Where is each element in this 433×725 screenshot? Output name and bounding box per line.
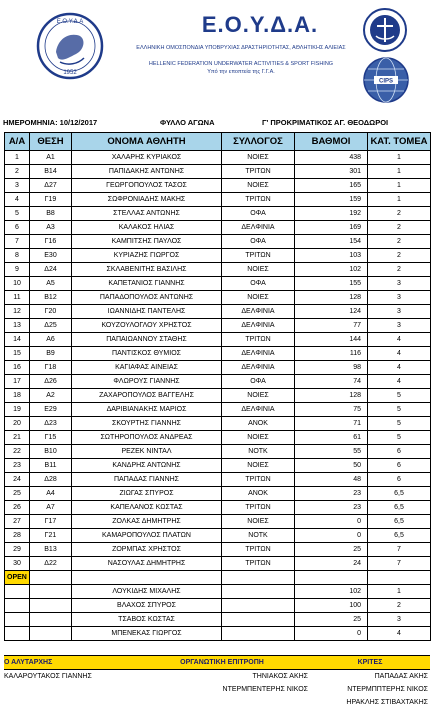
row-sector-rank: 6 — [368, 473, 431, 487]
empty-cell — [30, 613, 72, 627]
open-table-row — [5, 585, 431, 599]
empty-cell — [222, 585, 295, 599]
row-sector-rank: 5 — [368, 403, 431, 417]
row-points: 124 — [295, 305, 368, 319]
table-row — [5, 305, 431, 319]
row-number: 5 — [5, 207, 30, 221]
row-points: 77 — [295, 319, 368, 333]
row-number: 27 — [5, 515, 30, 529]
row-club: ΔΕΛΦΙΝΙΑ — [222, 347, 295, 361]
row-club: ΝΟΙΕΣ — [222, 389, 295, 403]
open-table-row — [5, 613, 431, 627]
row-position: Β13 — [30, 543, 72, 557]
row-club: ΤΡΙΤΩΝ — [222, 543, 295, 557]
row-position: Δ23 — [30, 417, 72, 431]
table-row — [5, 459, 431, 473]
row-number: 10 — [5, 277, 30, 291]
table-row — [5, 473, 431, 487]
row-position: Δ25 — [30, 319, 72, 333]
officials-row — [4, 670, 430, 684]
row-sector-rank: 7 — [368, 543, 431, 557]
row-club: ΝΟΤΚ — [222, 529, 295, 543]
row-sector-rank: 2 — [368, 599, 431, 613]
empty-cell — [222, 627, 295, 641]
row-athlete-name: ΤΣΑΒΟΣ ΚΩΣΤΑΣ — [72, 613, 222, 627]
empty-cell — [30, 599, 72, 613]
row-sector-rank: 6,5 — [368, 487, 431, 501]
row-athlete-name: ΖΙΩΓΑΣ ΣΠΥΡΟΣ — [72, 487, 222, 501]
row-number: 7 — [5, 235, 30, 249]
table-row — [5, 501, 431, 515]
results-header-row — [5, 133, 431, 151]
row-club: ΟΦΑ — [222, 235, 295, 249]
row-club: ΟΦΑ — [222, 375, 295, 389]
row-sector-rank: 4 — [368, 627, 431, 641]
row-number: 11 — [5, 291, 30, 305]
row-sector-rank: 1 — [368, 151, 431, 165]
table-row — [5, 263, 431, 277]
row-number: 25 — [5, 487, 30, 501]
row-athlete-name: ΡΕΖΕΚ ΝΙΝΤΑΛ — [72, 445, 222, 459]
row-club: ΝΟΙΕΣ — [222, 291, 295, 305]
empty-cell — [30, 627, 72, 641]
empty-cell — [5, 585, 30, 599]
row-points: 0 — [295, 627, 368, 641]
row-athlete-name: ΖΑΧΑΡΟΠΟΥΛΟΣ ΒΑΓΓΕΛΗΣ — [72, 389, 222, 403]
row-points: 25 — [295, 543, 368, 557]
row-points: 55 — [295, 445, 368, 459]
row-points: 61 — [295, 431, 368, 445]
row-position: Γ16 — [30, 235, 72, 249]
row-position: Α5 — [30, 277, 72, 291]
row-sector-rank: 6,5 — [368, 515, 431, 529]
row-number: 8 — [5, 249, 30, 263]
row-position: Γ19 — [30, 193, 72, 207]
chief-referee-title: Ο ΑΛΥΤΑΡΧΗΣ — [4, 656, 134, 670]
row-club: ΝΟΙΕΣ — [222, 179, 295, 193]
row-athlete-name: ΒΛΑΧΟΣ ΣΠΥΡΟΣ — [72, 599, 222, 613]
table-row — [5, 235, 431, 249]
row-club: ΔΕΛΦΙΝΙΑ — [222, 361, 295, 375]
competition-date: ΗΜΕΡΟΜΗΝΙΑ: 10/12/2017 — [3, 118, 98, 127]
row-position: Δ26 — [30, 375, 72, 389]
row-position: Β14 — [30, 165, 72, 179]
row-number: 26 — [5, 501, 30, 515]
row-club: ΑΝΟΚ — [222, 487, 295, 501]
empty-cell — [222, 613, 295, 627]
row-athlete-name: ΓΕΩΡΓΟΠΟΥΛΟΣ ΤΑΣΟΣ — [72, 179, 222, 193]
table-row — [5, 277, 431, 291]
row-club: ΤΡΙΤΩΝ — [222, 473, 295, 487]
row-athlete-name: ΖΟΡΜΠΑΣ ΧΡΗΣΤΟΣ — [72, 543, 222, 557]
row-points: 23 — [295, 487, 368, 501]
row-athlete-name: ΧΑΛΑΡΗΣ ΚΥΡΙΑΚΟΣ — [72, 151, 222, 165]
row-athlete-name: ΠΑΝΤΙΣΚΟΣ ΘΥΜΙΟΣ — [72, 347, 222, 361]
document-header — [0, 0, 433, 92]
table-row — [5, 361, 431, 375]
column-header-sector-rank: ΚΑΤ. ΤΟΜΕΑ — [368, 133, 431, 151]
row-sector-rank: 5 — [368, 389, 431, 403]
row-number: 29 — [5, 543, 30, 557]
row-athlete-name: ΙΩΑΝΝΙΔΗΣ ΠΑΝΤΕΛΗΣ — [72, 305, 222, 319]
row-points: 0 — [295, 515, 368, 529]
table-row — [5, 333, 431, 347]
officials-row — [4, 696, 430, 709]
table-row — [5, 249, 431, 263]
row-athlete-name: ΚΑΠΕΤΑΝΙΟΣ ΓΙΑΝΝΗΣ — [72, 277, 222, 291]
row-athlete-name: ΠΑΠΑΙΩΑΝΝΟΥ ΣΤΑΘΗΣ — [72, 333, 222, 347]
column-header-aa: Α/Α — [5, 133, 30, 151]
row-points: 154 — [295, 235, 368, 249]
row-club: ΤΡΙΤΩΝ — [222, 249, 295, 263]
row-number: 24 — [5, 473, 30, 487]
federation-subtitle-greek: ΕΛΛΗΝΙΚΗ ΟΜΟΣΠΟΝΔΙΑ ΥΠΟΒΡΥΧΙΑΣ ΔΡΑΣΤΗΡΙΟΤΗΤΑΣ, ΑΘΛΗΤΙΚΗΣ ΑΛΙΕΙΑΣ — [136, 45, 346, 51]
row-athlete-name: ΣΚΟΥΡΤΗΣ ΓΙΑΝΝΗΣ — [72, 417, 222, 431]
row-athlete-name: ΚΑΝΔΡΗΣ ΑΝΤΩΝΗΣ — [72, 459, 222, 473]
row-position: Α2 — [30, 389, 72, 403]
empty-cell — [5, 627, 30, 641]
row-sector-rank: 2 — [368, 235, 431, 249]
table-row — [5, 179, 431, 193]
row-athlete-name: ΣΚΛΑΒΕΝΙΤΗΣ ΒΑΣΙΛΗΣ — [72, 263, 222, 277]
official-name — [134, 696, 310, 709]
row-position: Β11 — [30, 459, 72, 473]
row-points: 144 — [295, 333, 368, 347]
row-position: Γ20 — [30, 305, 72, 319]
row-club: ΤΡΙΤΩΝ — [222, 193, 295, 207]
open-table-row — [5, 627, 431, 641]
row-athlete-name: ΚΥΡΙΑΖΗΣ ΓΙΩΡΓΟΣ — [72, 249, 222, 263]
empty-cell — [222, 571, 295, 585]
row-points: 102 — [295, 585, 368, 599]
row-club: ΝΟΙΕΣ — [222, 515, 295, 529]
row-number: 17 — [5, 375, 30, 389]
row-points: 116 — [295, 347, 368, 361]
row-sector-rank: 4 — [368, 361, 431, 375]
table-row — [5, 403, 431, 417]
row-points: 48 — [295, 473, 368, 487]
row-number: 4 — [5, 193, 30, 207]
row-sector-rank: 4 — [368, 347, 431, 361]
row-club: ΝΟΙΕΣ — [222, 459, 295, 473]
competition-info-row — [0, 117, 433, 129]
table-row — [5, 375, 431, 389]
row-club: ΟΦΑ — [222, 207, 295, 221]
column-header-club: ΣΥΛΛΟΓΟΣ — [222, 133, 295, 151]
row-points: 155 — [295, 277, 368, 291]
row-points: 23 — [295, 501, 368, 515]
row-club: ΑΝΟΚ — [222, 417, 295, 431]
row-club: ΤΡΙΤΩΝ — [222, 333, 295, 347]
row-points: 128 — [295, 389, 368, 403]
row-sector-rank: 6 — [368, 445, 431, 459]
row-number: 16 — [5, 361, 30, 375]
table-row — [5, 445, 431, 459]
svg-text:Ε.Ο.Υ.Δ.Α: Ε.Ο.Υ.Δ.Α — [56, 19, 84, 25]
table-row — [5, 347, 431, 361]
row-athlete-name: ΠΑΠΑΔΑΣ ΓΙΑΝΝΗΣ — [72, 473, 222, 487]
table-row — [5, 165, 431, 179]
row-position: Δ22 — [30, 557, 72, 571]
official-name: ΚΑΛΑΡΟΥΤΑΚΟΣ ΓΙΑΝΝΗΣ — [4, 673, 92, 680]
organizing-committee-title: ΟΡΓΑΝΩΤΙΚΗ ΕΠΙΤΡΟΠΗ — [134, 656, 310, 670]
judges-title: ΚΡΙΤΕΣ — [310, 656, 430, 670]
row-points: 74 — [295, 375, 368, 389]
row-position: Γ17 — [30, 515, 72, 529]
open-section-label: OPEN — [5, 571, 30, 585]
row-points: 100 — [295, 599, 368, 613]
row-position: Ε29 — [30, 403, 72, 417]
row-position: Γ18 — [30, 361, 72, 375]
empty-cell — [368, 571, 431, 585]
row-points: 25 — [295, 613, 368, 627]
open-table-row — [5, 599, 431, 613]
row-points: 159 — [295, 193, 368, 207]
row-number: 21 — [5, 431, 30, 445]
column-header-athlete: ΟΝΟΜΑ ΑΘΛΗΤΗ — [72, 133, 222, 151]
row-position: Α7 — [30, 501, 72, 515]
federation-supervision-note: Υπό την εποπτεία της Γ.Γ.Α. — [207, 69, 275, 75]
row-club: ΝΟΙΕΣ — [222, 151, 295, 165]
row-points: 438 — [295, 151, 368, 165]
row-sector-rank: 3 — [368, 277, 431, 291]
row-club: ΔΕΛΦΙΝΙΑ — [222, 221, 295, 235]
row-number: 19 — [5, 403, 30, 417]
row-position: Δ28 — [30, 473, 72, 487]
row-club: ΝΟΙΕΣ — [222, 263, 295, 277]
table-row — [5, 207, 431, 221]
row-points: 50 — [295, 459, 368, 473]
row-number: 6 — [5, 221, 30, 235]
row-athlete-name: ΦΛΩΡΟΥΣ ΓΙΑΝΝΗΣ — [72, 375, 222, 389]
row-points: 301 — [295, 165, 368, 179]
table-row — [5, 529, 431, 543]
row-points: 0 — [295, 529, 368, 543]
row-sector-rank: 1 — [368, 165, 431, 179]
table-row — [5, 487, 431, 501]
official-name: ΗΡΑΚΛΗΣ ΣΤΙΒΑΧΤΑΚΗΣ — [346, 699, 428, 706]
empty-cell — [5, 613, 30, 627]
row-athlete-name: ΣΩΤΗΡΟΠΟΥΛΟΣ ΑΝΔΡΕΑΣ — [72, 431, 222, 445]
row-sector-rank: 6,5 — [368, 529, 431, 543]
row-points: 192 — [295, 207, 368, 221]
table-row — [5, 431, 431, 445]
row-number: 22 — [5, 445, 30, 459]
column-header-points: ΒΑΘΜΟΙ — [295, 133, 368, 151]
table-row — [5, 319, 431, 333]
row-club: ΝΟΤΚ — [222, 445, 295, 459]
row-sector-rank: 6,5 — [368, 501, 431, 515]
results-table — [4, 132, 431, 641]
row-position: Α1 — [30, 151, 72, 165]
row-athlete-name: ΝΑΣΟΥΛΑΣ ΔΗΜΗΤΡΗΣ — [72, 557, 222, 571]
row-club: ΤΡΙΤΩΝ — [222, 165, 295, 179]
federation-subtitle-english: HELLENIC FEDERATION UNDERWATER ACTIVITIES & SPORT FISHING — [148, 61, 334, 67]
row-athlete-name: ΚΑΠΕΛΑΝΟΣ ΚΩΣΤΑΣ — [72, 501, 222, 515]
row-club: ΝΟΙΕΣ — [222, 431, 295, 445]
sheet-title: ΦΥΛΛΟ ΑΓΩΝΑ — [160, 118, 215, 127]
row-number: 23 — [5, 459, 30, 473]
row-points: 71 — [295, 417, 368, 431]
diver-emblem-icon — [362, 6, 408, 54]
row-sector-rank: 6 — [368, 459, 431, 473]
row-number: 28 — [5, 529, 30, 543]
row-position: Γ15 — [30, 431, 72, 445]
empty-cell — [222, 599, 295, 613]
official-name: ΠΑΠΑΔΑΣ ΑΚΗΣ — [374, 673, 428, 680]
row-position: Β8 — [30, 207, 72, 221]
svg-text:1952: 1952 — [63, 70, 77, 76]
row-number: 9 — [5, 263, 30, 277]
row-sector-rank: 3 — [368, 613, 431, 627]
row-sector-rank: 5 — [368, 417, 431, 431]
row-club: ΤΡΙΤΩΝ — [222, 557, 295, 571]
row-position: Β10 — [30, 445, 72, 459]
row-athlete-name: ΚΟΥΖΟΥΛΟΓΛΟΥ ΧΡΗΣΤΟΣ — [72, 319, 222, 333]
row-athlete-name: ΣΤΕΛΛΑΣ ΑΝΤΩΝΗΣ — [72, 207, 222, 221]
row-number: 1 — [5, 151, 30, 165]
table-row — [5, 291, 431, 305]
row-club: ΟΦΑ — [222, 277, 295, 291]
row-points: 98 — [295, 361, 368, 375]
row-sector-rank: 2 — [368, 249, 431, 263]
row-sector-rank: 1 — [368, 193, 431, 207]
row-position: Δ27 — [30, 179, 72, 193]
row-athlete-name: ΚΑΛΑΚΟΣ ΗΛΙΑΣ — [72, 221, 222, 235]
officials-header-row — [4, 656, 430, 670]
column-header-position: ΘΕΣΗ — [30, 133, 72, 151]
row-sector-rank: 2 — [368, 263, 431, 277]
row-position: Δ24 — [30, 263, 72, 277]
row-position: Ε30 — [30, 249, 72, 263]
empty-cell — [5, 599, 30, 613]
federation-logo-icon — [36, 6, 104, 86]
table-row — [5, 515, 431, 529]
row-athlete-name: ΣΩΦΡΟΝΙΑΔΗΣ ΜΑΚΗΣ — [72, 193, 222, 207]
row-sector-rank: 3 — [368, 305, 431, 319]
row-sector-rank: 7 — [368, 557, 431, 571]
empty-cell — [30, 585, 72, 599]
row-sector-rank: 2 — [368, 221, 431, 235]
official-name — [4, 696, 134, 709]
empty-cell — [72, 571, 222, 585]
svg-text:CIPS: CIPS — [378, 78, 394, 85]
table-row — [5, 417, 431, 431]
row-athlete-name: ΚΑΜΑΡΟΠΟΥΛΟΣ ΠΛΑΤΩΝ — [72, 529, 222, 543]
row-athlete-name: ΚΑΓΙΑΦΑΣ ΑΙΝΕΙΑΣ — [72, 361, 222, 375]
row-position: Α4 — [30, 487, 72, 501]
row-points: 165 — [295, 179, 368, 193]
row-number: 18 — [5, 389, 30, 403]
row-number: 14 — [5, 333, 30, 347]
row-points: 75 — [295, 403, 368, 417]
row-athlete-name: ΠΑΠΑΔΟΠΟΥΛΟΣ ΑΝΤΩΝΗΣ — [72, 291, 222, 305]
row-sector-rank: 3 — [368, 291, 431, 305]
row-number: 30 — [5, 557, 30, 571]
row-club: ΔΕΛΦΙΝΙΑ — [222, 305, 295, 319]
row-sector-rank: 3 — [368, 319, 431, 333]
row-points: 24 — [295, 557, 368, 571]
officials-table — [4, 655, 430, 709]
table-row — [5, 193, 431, 207]
official-name: ΤΗΝΙΑΚΟΣ ΑΚΗΣ — [252, 673, 308, 680]
row-athlete-name: ΠΑΠΙΔΑΚΗΣ ΑΝΤΩΝΗΣ — [72, 165, 222, 179]
row-number: 3 — [5, 179, 30, 193]
open-section-row — [5, 571, 431, 585]
row-sector-rank: 1 — [368, 179, 431, 193]
row-position: Α3 — [30, 221, 72, 235]
row-position: Γ21 — [30, 529, 72, 543]
row-position: Β9 — [30, 347, 72, 361]
row-athlete-name: ΜΠΕΝΕΚΑΣ ΓΙΩΡΓΟΣ — [72, 627, 222, 641]
table-row — [5, 151, 431, 165]
table-row — [5, 389, 431, 403]
row-position: Α6 — [30, 333, 72, 347]
empty-cell — [295, 571, 368, 585]
row-athlete-name: ΚΑΜΠΙΤΣΗΣ ΠΑΥΛΟΣ — [72, 235, 222, 249]
row-sector-rank: 4 — [368, 333, 431, 347]
row-points: 102 — [295, 263, 368, 277]
row-sector-rank: 5 — [368, 431, 431, 445]
row-points: 169 — [295, 221, 368, 235]
row-athlete-name: ΔΑΡΙΒΙΑΝΑΚΗΣ ΜΑΡΙΟΣ — [72, 403, 222, 417]
empty-cell — [30, 571, 72, 585]
row-number: 20 — [5, 417, 30, 431]
row-points: 103 — [295, 249, 368, 263]
row-sector-rank: 1 — [368, 585, 431, 599]
row-sector-rank: 2 — [368, 207, 431, 221]
row-sector-rank: 4 — [368, 375, 431, 389]
federation-title: Ε.Ο.Υ.Δ.Α. — [201, 12, 319, 37]
table-row — [5, 543, 431, 557]
row-club: ΤΡΙΤΩΝ — [222, 501, 295, 515]
row-club: ΔΕΛΦΙΝΙΑ — [222, 319, 295, 333]
row-club: ΔΕΛΦΙΝΙΑ — [222, 403, 295, 417]
row-number: 15 — [5, 347, 30, 361]
official-name: ΝΤΕΡΜΠΕΝΤΕΡΗΣ ΝΙΚΟΣ — [222, 686, 308, 693]
event-name: Γ' ΠΡΟΚΡΙΜΑΤΙΚΟΣ ΑΓ. ΘΕΟΔΩΡΟΙ — [262, 118, 389, 127]
row-number: 12 — [5, 305, 30, 319]
official-name — [4, 683, 134, 696]
row-points: 128 — [295, 291, 368, 305]
official-name: ΝΤΕΡΜΠΠΤΕΡΗΣ ΝΙΚΟΣ — [347, 686, 428, 693]
table-row — [5, 557, 431, 571]
row-number: 2 — [5, 165, 30, 179]
row-number: 13 — [5, 319, 30, 333]
officials-row — [4, 683, 430, 696]
row-athlete-name: ΖΟΛΚΑΣ ΔΗΜΗΤΡΗΣ — [72, 515, 222, 529]
row-athlete-name: ΛΟΥΚΙΔΗΣ ΜΙΧΑΛΗΣ — [72, 585, 222, 599]
row-position: Β12 — [30, 291, 72, 305]
table-row — [5, 221, 431, 235]
cips-globe-logo-icon — [362, 56, 410, 104]
